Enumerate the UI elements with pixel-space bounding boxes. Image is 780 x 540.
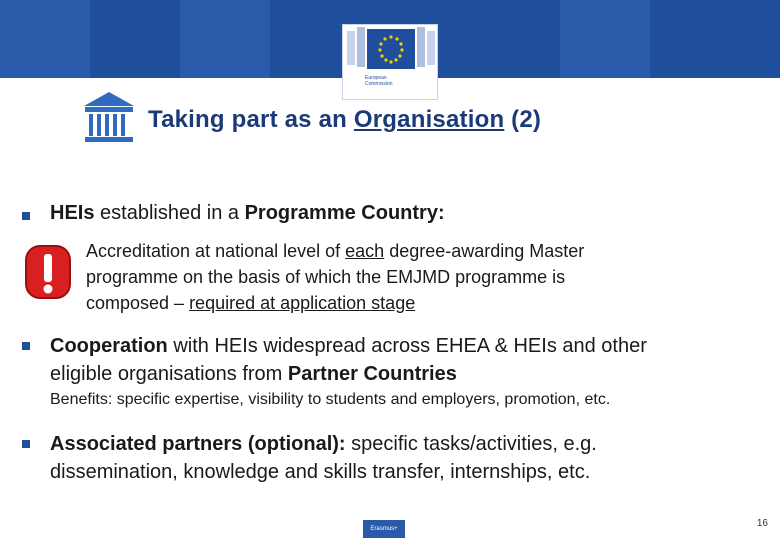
erasmus-logo: Erasmus+ — [363, 520, 405, 538]
bold-text: Partner Countries — [287, 363, 457, 385]
underlined-text: each — [345, 241, 385, 261]
bullet-line: dissemination, knowledge and skills transfer, internships, etc. — [50, 461, 591, 483]
bullet-marker — [22, 212, 30, 220]
bold-text: Associated partners (optional): — [50, 433, 346, 455]
bold-text: HEIs — [50, 202, 95, 224]
title-prefix: Taking part as an — [148, 106, 354, 133]
text: established in a — [94, 202, 245, 224]
bullet-line — [50, 360, 647, 388]
bullet-marker — [22, 342, 30, 350]
text: degree-awarding Master — [384, 241, 585, 261]
logo-text — [365, 75, 393, 87]
bullet-associated-partners — [50, 430, 597, 486]
text: eligible organisations from — [50, 363, 288, 385]
underlined-text: required at application stage — [189, 293, 416, 313]
warning-icon — [24, 244, 76, 300]
text: with HEIs widespread across EHEA & HEIs and other — [167, 335, 647, 357]
text: composed – — [86, 293, 190, 313]
note-line — [86, 238, 726, 264]
bold-text: Cooperation — [50, 335, 168, 357]
banner-stripe — [0, 0, 90, 78]
note-line: programme on the basis of which the EMJMD programme is — [86, 267, 566, 287]
title-underlined: Organisation — [353, 106, 505, 133]
bullet-cooperation — [50, 332, 647, 388]
banner-stripe — [180, 0, 270, 78]
logo-line: Commission — [365, 81, 393, 87]
banner-stripe — [560, 0, 650, 78]
bullet-line — [50, 332, 647, 360]
text: specific tasks/activities, e.g. — [345, 433, 597, 455]
bullet-line — [50, 430, 597, 458]
note-line — [86, 290, 726, 316]
accreditation-note — [86, 238, 726, 316]
european-commission-logo — [342, 24, 438, 100]
title-suffix: (2) — [504, 106, 542, 133]
logo-line: European — [365, 75, 387, 81]
bullet-heis — [50, 199, 445, 227]
bullet-marker — [22, 440, 30, 448]
benefits-note: Benefits: specific expertise, visibility to students and employers, promotion, etc. — [50, 391, 611, 408]
eu-flag-icon — [343, 25, 439, 75]
page-title — [148, 106, 541, 134]
text: Accreditation at national level of — [86, 241, 346, 261]
page-number: 16 — [756, 518, 768, 529]
institution-icon — [82, 90, 136, 146]
bold-text: Programme Country: — [244, 202, 445, 224]
